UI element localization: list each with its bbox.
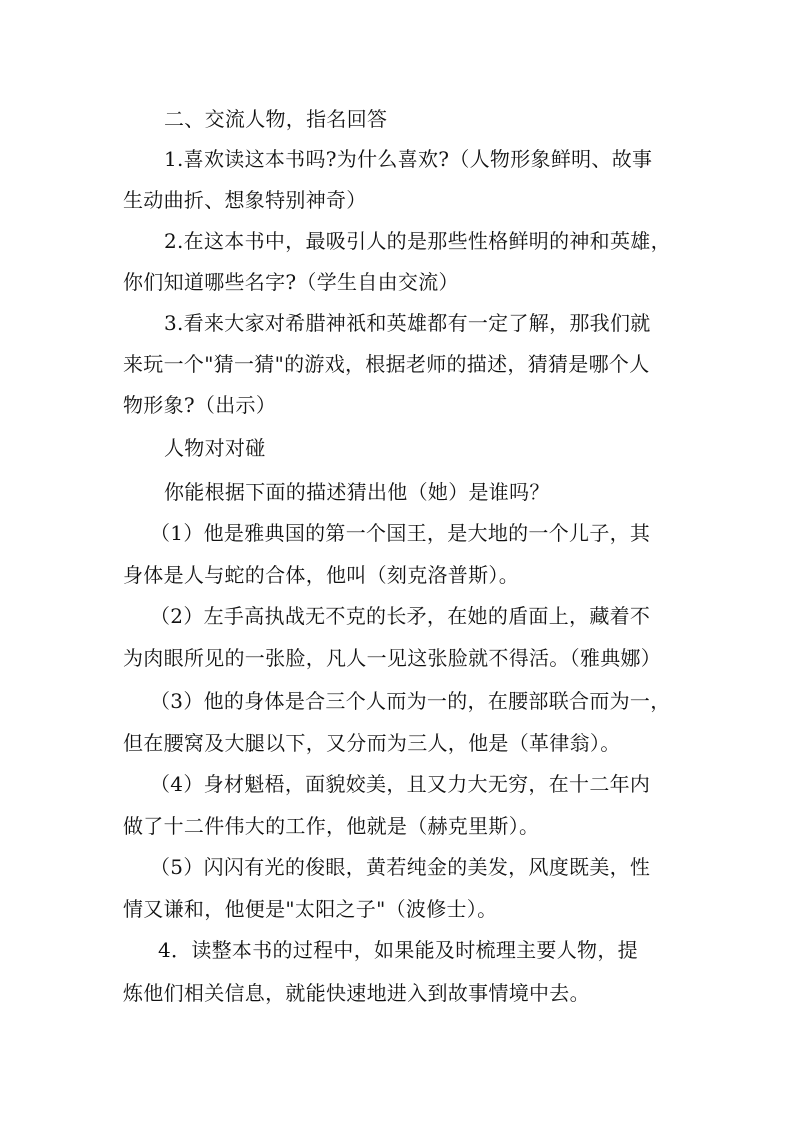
clue-5-line-2: 情又谦和，他便是"太阳之子"（波修士）。 [123,897,498,921]
activity-prompt: 你能根据下面的描述猜出他（她）是谁吗？ [164,480,550,504]
question-3-line-1: 3.看来大家对希腊神祇和英雄都有一定了解，那我们就 [164,311,651,335]
question-1-line-2: 生动曲折、想象特别神奇） [123,188,367,212]
clue-4-line-2: 做了十二件伟大的工作，他就是（赫克里斯）。 [123,814,540,838]
clue-1-line-2: 身体是人与蛇的合体，他叫（刻克洛普斯）。 [123,563,519,587]
clue-5-line-1: （5）闪闪有光的俊眼，黄若纯金的美发，风度既美，性 [150,855,651,879]
question-4-line-2: 炼他们相关信息，就能快速地进入到故事情境中去。 [123,981,590,1005]
question-1-line-1: 1.喜欢读这本书吗?为什么喜欢?（人物形象鲜明、故事 [164,147,653,171]
clue-3-line-1: （3）他的身体是合三个人而为一的，在腰部联合而为一， [150,689,671,713]
question-2-line-2: 你们知道哪些名字?（学生自由交流） [123,270,459,294]
clue-2-line-2: 为肉眼所见的一张脸，凡人一见这张脸就不得活。（雅典娜） [123,646,662,670]
question-4-line-1: 4．读整本书的过程中，如果能及时梳理主要人物，提 [158,938,638,962]
question-2-line-1: 2.在这本书中，最吸引人的是那些性格鲜明的神和英雄， [164,229,671,253]
clue-1-line-1: （1）他是雅典国的第一个国王，是大地的一个儿子，其 [150,521,651,545]
clue-4-line-1: （4）身材魁梧，面貌姣美，且又力大无穷，在十二年内 [150,772,651,796]
clue-3-line-2: 但在腰窝及大腿以下，又分而为三人，他是（革律翁）。 [123,731,621,755]
activity-title: 人物对对碰 [164,436,266,460]
question-3-line-2: 来玩一个"猜一猜"的游戏，根据老师的描述，猜猜是哪个人 [123,352,650,376]
section-heading: 二、交流人物，指名回答 [164,107,388,131]
clue-2-line-1: （2）左手高执战无不克的长矛，在她的盾面上，藏着不 [150,604,651,628]
question-3-line-3: 物形象?（出示） [123,393,277,417]
